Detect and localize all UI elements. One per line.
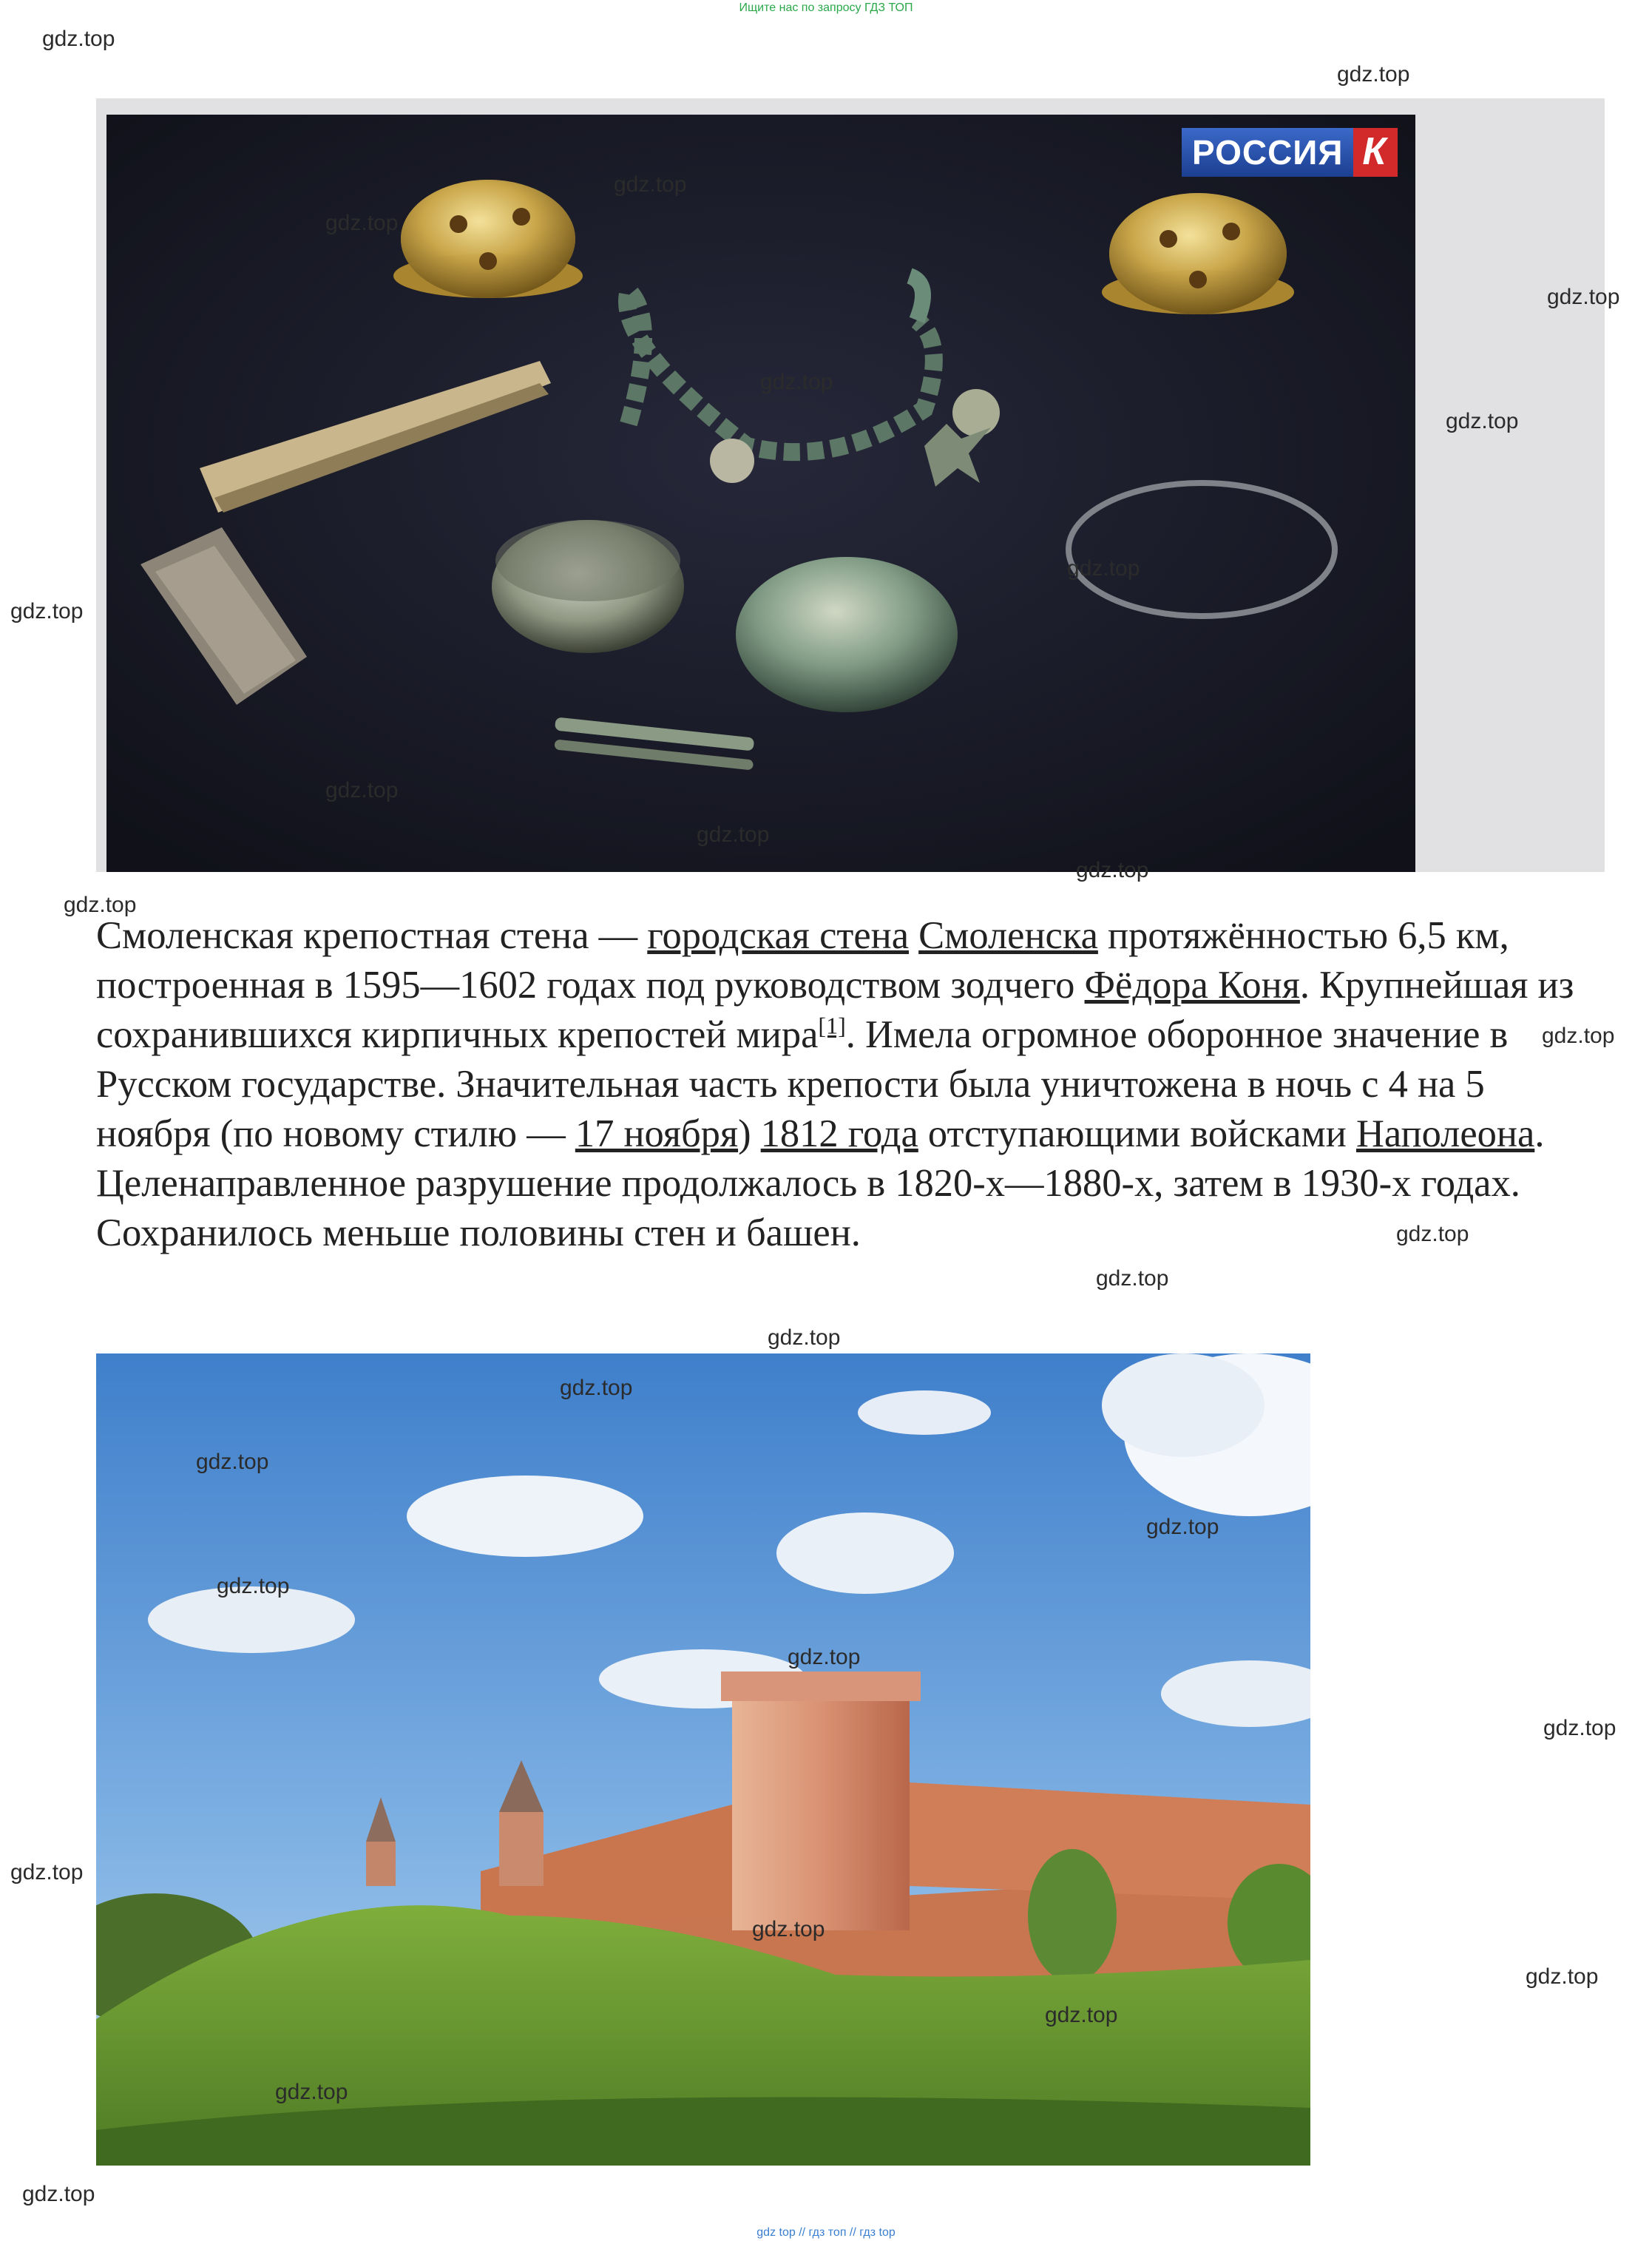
fortress-photo <box>96 1353 1310 2166</box>
bottom-banner: gdz top // гдз топ // гдз top <box>756 2226 896 2239</box>
watermark: gdz.top <box>1446 409 1519 433</box>
watermark: gdz.top <box>1067 556 1140 581</box>
watermark: gdz.top <box>325 778 399 802</box>
article-text: . Крупнейшая из сохранившихся кирпичных крепостей мира <box>96 964 1574 1056</box>
article-text: отступающими войсками <box>918 1112 1356 1155</box>
article-text <box>909 914 918 957</box>
watermark: gdz.top <box>1096 1266 1169 1291</box>
article-text: ) <box>738 1112 761 1155</box>
watermark: gdz.top <box>560 1376 633 1400</box>
watermark: gdz.top <box>1076 858 1149 882</box>
artifacts-photo <box>96 98 1605 872</box>
link-17-november[interactable]: 17 ноября <box>575 1112 739 1155</box>
article-text: Смоленская крепостная стена — <box>96 914 648 957</box>
watermark: gdz.top <box>1542 1024 1615 1048</box>
watermark: gdz.top <box>1543 1716 1617 1740</box>
watermark: gdz.top <box>697 822 770 847</box>
watermark: gdz.top <box>22 2182 95 2206</box>
watermark: gdz.top <box>760 370 833 394</box>
channel-letter: К <box>1353 128 1398 177</box>
watermark: gdz.top <box>196 1450 269 1474</box>
article-paragraph <box>96 911 1582 1258</box>
watermark: gdz.top <box>1146 1515 1219 1539</box>
watermark: gdz.top <box>10 1860 84 1885</box>
watermark: gdz.top <box>768 1325 841 1350</box>
watermark: gdz.top <box>1526 1964 1599 1989</box>
article-text: . Целенаправленное разрушение продолжалось в 1820-х—1880-х, затем в 1930-х годах. Сохранилось меньше половины стен и башен. <box>96 1112 1545 1254</box>
watermark: gdz.top <box>1045 2003 1118 2027</box>
watermark: gdz.top <box>1396 1222 1469 1246</box>
watermark: gdz.top <box>10 599 84 623</box>
link-1812[interactable]: 1812 года <box>760 1112 918 1155</box>
article-text: протяжённостью 6,5 км, построенная в 1595—1602 годах под руководством зодчего <box>96 914 1509 1007</box>
channel-name: РОССИЯ <box>1182 128 1353 177</box>
watermark: gdz.top <box>275 2080 348 2104</box>
link-napoleon[interactable]: Наполеона <box>1355 1112 1535 1155</box>
watermark: gdz.top <box>614 172 687 197</box>
watermark: gdz.top <box>42 27 115 51</box>
watermark: gdz.top <box>325 211 399 235</box>
tv-channel-logo <box>1182 128 1398 177</box>
link-fyodor-kon[interactable]: Фёдора Коня <box>1084 964 1300 1007</box>
link-smolensk[interactable]: Смоленска <box>918 914 1098 957</box>
watermark: gdz.top <box>1547 285 1620 309</box>
link-city-wall[interactable]: городская стена <box>647 914 910 957</box>
watermark: gdz.top <box>752 1917 825 1941</box>
watermark: gdz.top <box>64 893 137 917</box>
article-text: . Имела огромное оборонное значение в Русском государстве. Значительная часть крепости была уничтожена в ночь с 4 на 5 ноября (по новому стилю — <box>96 1013 1509 1155</box>
watermark: gdz.top <box>1337 62 1410 87</box>
watermark: gdz.top <box>788 1645 861 1669</box>
top-banner: Ищите нас по запросу ГДЗ ТОП <box>739 1 913 14</box>
watermark: gdz.top <box>217 1574 290 1598</box>
reference-link[interactable]: [1] <box>818 1012 846 1039</box>
